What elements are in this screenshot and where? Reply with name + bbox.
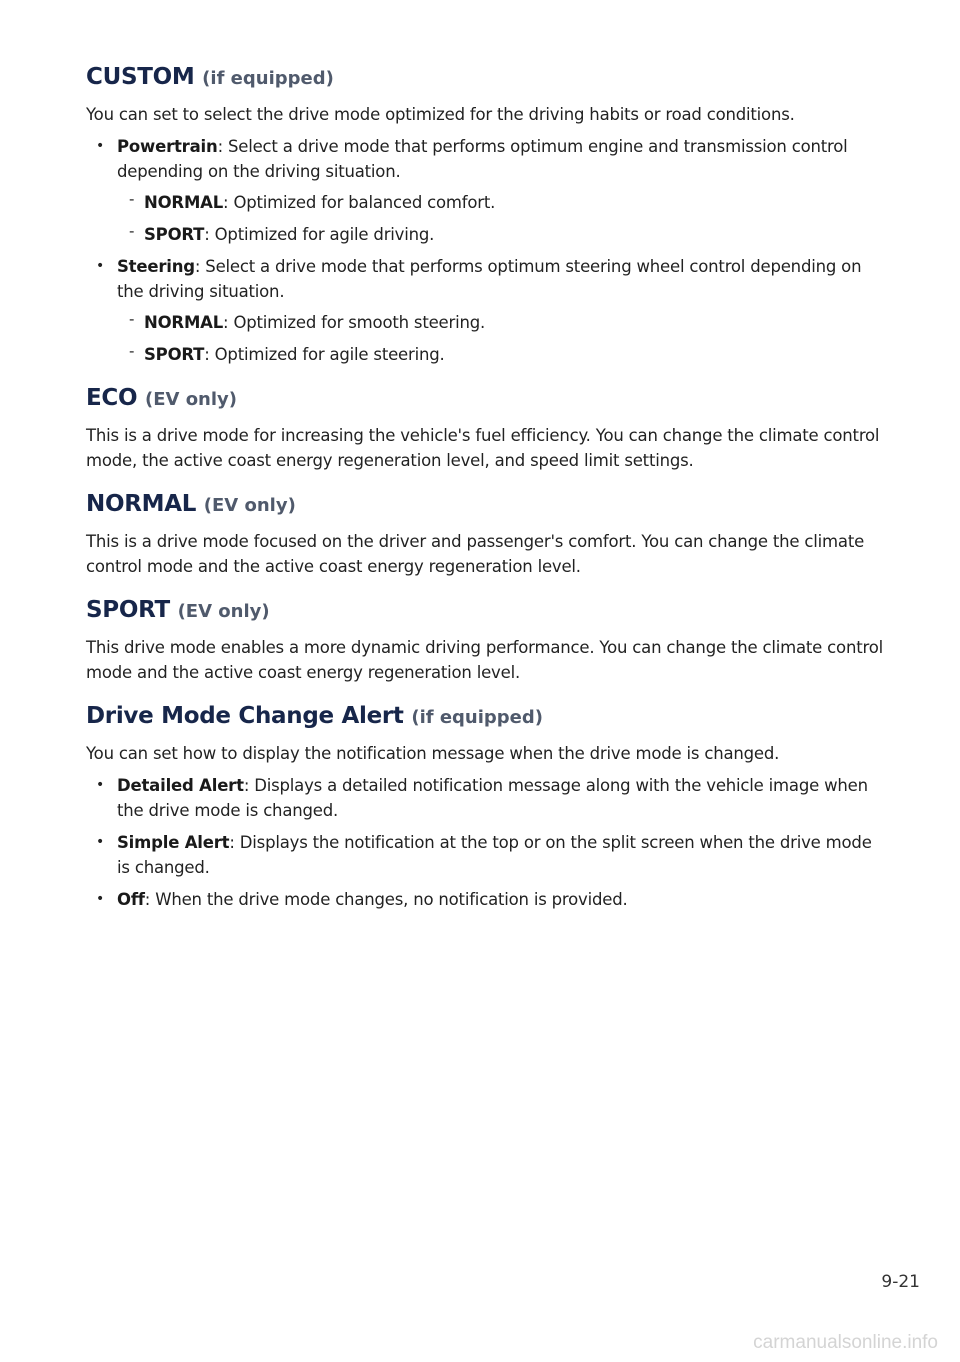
sub-item: - SPORT: Optimized for agile driving. [117, 222, 886, 247]
sub-list [117, 190, 886, 247]
list-item-simple-alert: • Simple Alert: Displays the notification at the top or on the split screen when the drive mode is changed. [86, 830, 886, 880]
watermark: carmanualsonline.info [753, 1332, 938, 1353]
dash-icon: - [129, 342, 135, 360]
bullet-icon: • [96, 834, 105, 850]
section-intro: You can set to select the drive mode optimized for the driving habits or road conditions. [86, 105, 795, 124]
item-label: Steering [117, 257, 195, 276]
dash-icon: - [129, 190, 135, 208]
heading-qualifier: (EV only) [144, 389, 237, 410]
sub-item: - NORMAL: Optimized for smooth steering. [117, 310, 886, 335]
bullet-icon: • [96, 777, 105, 793]
heading-qualifier: (EV only) [177, 601, 270, 622]
bullet-icon: • [96, 258, 105, 274]
section-custom [86, 58, 886, 367]
section-body: This drive mode enables a more dynamic driving performance. You can change the climate control mode and the active coast energy regeneration level. [86, 638, 883, 682]
section-normal [86, 485, 886, 579]
heading-qualifier: (if equipped) [411, 707, 544, 728]
item-label: Powertrain [117, 137, 218, 156]
dash-icon: - [129, 222, 135, 240]
heading-qualifier: (EV only) [203, 495, 296, 516]
sub-item: - NORMAL: Optimized for balanced comfort. [117, 190, 886, 215]
section-body: This is a drive mode focused on the driver and passenger's comfort. You can change the climate control mode and the active coast energy regeneration level. [86, 532, 865, 576]
page-number: 9-21 [881, 1272, 920, 1292]
bullet-icon: • [96, 138, 105, 154]
bullet-list [86, 773, 886, 912]
list-item-powertrain [86, 134, 886, 247]
section-sport [86, 591, 886, 685]
section-heading-custom: CUSTOM (if equipped) [86, 64, 334, 90]
list-item-steering [86, 254, 886, 367]
sub-item: - SPORT: Optimized for agile steering. [117, 342, 886, 367]
section-heading-normal: NORMAL (EV only) [86, 491, 296, 517]
section-drive-mode-alert [86, 697, 886, 912]
section-heading-eco: ECO (EV only) [86, 385, 237, 411]
dash-icon: - [129, 310, 135, 328]
section-eco [86, 379, 886, 473]
bullet-icon: • [96, 891, 105, 907]
list-item-detailed-alert: • Detailed Alert: Displays a detailed notification message along with the vehicle image when the drive mode is changed. [86, 773, 886, 823]
section-heading-sport: SPORT (EV only) [86, 597, 270, 623]
item-text: : Select a drive mode that performs optimum steering wheel control depending on the driving situation. [117, 257, 862, 301]
section-intro: You can set how to display the notification message when the drive mode is changed. [86, 744, 780, 763]
page-content [86, 58, 886, 919]
list-item-off: • Off: When the drive mode changes, no notification is provided. [86, 887, 886, 912]
section-body: This is a drive mode for increasing the vehicle's fuel efficiency. You can change the climate control mode, the active coast energy regeneration level, and speed limit settings. [86, 426, 880, 470]
item-text: : Select a drive mode that performs optimum engine and transmission control depending on the driving situation. [117, 137, 848, 181]
bullet-list [86, 134, 886, 367]
heading-qualifier: (if equipped) [202, 68, 334, 89]
section-heading-alert: Drive Mode Change Alert (if equipped) [86, 703, 544, 729]
sub-list [117, 310, 886, 367]
